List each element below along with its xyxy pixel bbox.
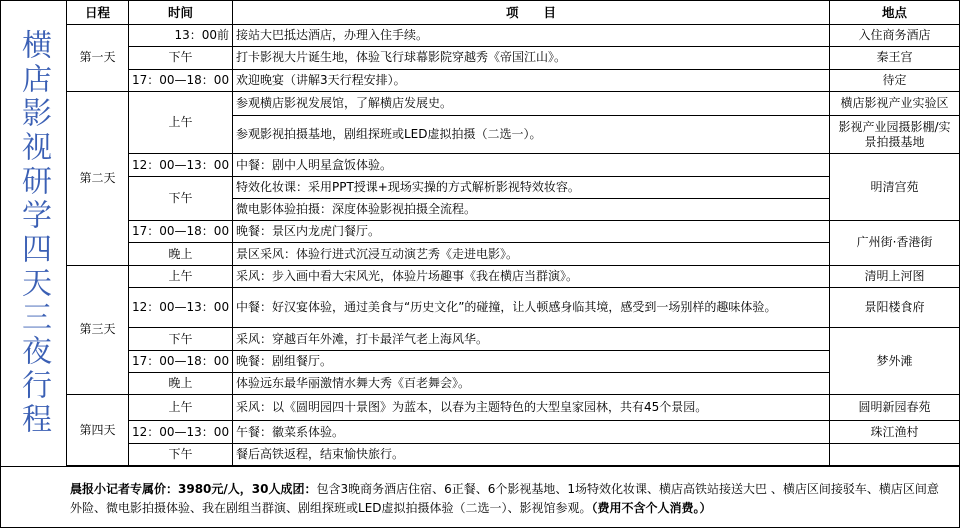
header-item: 项 目 bbox=[233, 1, 830, 25]
row-time: 12：00—13：00 bbox=[129, 421, 233, 443]
row-time: 17：00—18：00 bbox=[129, 350, 233, 372]
row-time: 下午 bbox=[129, 47, 233, 69]
row-time: 下午 bbox=[129, 176, 233, 221]
row-time: 下午 bbox=[129, 328, 233, 350]
header-place: 地点 bbox=[830, 1, 960, 25]
table-row bbox=[67, 372, 960, 394]
price-label: 晨报小记者专属价：3980元/人，30人成团： bbox=[70, 482, 317, 496]
row-item: 接站大巴抵达酒店，办理入住手续。 bbox=[233, 25, 830, 47]
itinerary-title-text: 横店影视研学四天三夜行程 bbox=[16, 29, 51, 437]
row-item: 体验远东最华丽激情水舞大秀《百老舞会》。 bbox=[233, 372, 830, 394]
row-place: 珠江渔村 bbox=[830, 421, 960, 443]
price-includes: 包含3晚商务酒店住宿、6正餐、6个影视基地、1场特效化妆课、横店高铁站接送大巴 、横店区间接驳车、横店区间意外险、微电影拍摄体验、我在剧组当群演、剧组探班或LED虚拟拍摄体验（二选一）、影视馆参观。 bbox=[70, 482, 939, 515]
table-row bbox=[67, 91, 960, 115]
row-item: 特效化妆课：采用PPT授课+现场实操的方式解析影视特效妆容。 bbox=[233, 176, 830, 198]
row-time: 下午 bbox=[129, 443, 233, 465]
row-item: 采风：以《圆明园四十景图》为蓝本，以春为主题特色的大型皇家园林，共有45个景园。 bbox=[233, 395, 830, 421]
table-row bbox=[67, 47, 960, 69]
row-time: 上午 bbox=[129, 265, 233, 287]
row-time: 17：00—18：00 bbox=[129, 221, 233, 243]
day-label: 第三天 bbox=[67, 265, 129, 394]
row-time: 上午 bbox=[129, 395, 233, 421]
table-header-row bbox=[67, 1, 960, 25]
row-item: 打卡影视大片诞生地，体验飞行球幕影院穿越秀《帝国江山》。 bbox=[233, 47, 830, 69]
schedule-table bbox=[66, 0, 960, 466]
table-row bbox=[67, 328, 960, 350]
row-place: 广州街·香港街 bbox=[830, 221, 960, 266]
row-place: 秦王宫 bbox=[830, 47, 960, 69]
row-time: 晚上 bbox=[129, 372, 233, 394]
row-time: 12：00—13：00 bbox=[129, 287, 233, 327]
row-place: 梦外滩 bbox=[830, 328, 960, 395]
table-row bbox=[67, 443, 960, 465]
table-row bbox=[67, 421, 960, 443]
row-place: 待定 bbox=[830, 69, 960, 91]
row-item: 午餐：徽菜系体验。 bbox=[233, 421, 830, 443]
row-item: 采风：穿越百年外滩，打卡最洋气老上海风华。 bbox=[233, 328, 830, 350]
row-item: 中餐：剧中人明星盒饭体验。 bbox=[233, 154, 830, 176]
row-item: 采风：步入画中看大宋风光，体验片场趣事《我在横店当群演》。 bbox=[233, 265, 830, 287]
row-item: 晚餐：景区内龙虎门餐厅。 bbox=[233, 221, 830, 243]
table-row bbox=[67, 395, 960, 421]
table-row bbox=[67, 243, 960, 265]
table-row bbox=[67, 265, 960, 287]
day-label: 第二天 bbox=[67, 91, 129, 265]
table-row bbox=[67, 176, 960, 198]
row-place: 圆明新园春苑 bbox=[830, 395, 960, 421]
row-item: 微电影体验拍摄：深度体验影视拍摄全流程。 bbox=[233, 198, 830, 220]
row-place: 影视产业园摄影棚/实景拍摄基地 bbox=[830, 116, 960, 154]
row-place: 景阳楼食府 bbox=[830, 287, 960, 327]
row-item: 餐后高铁返程，结束愉快旅行。 bbox=[233, 443, 830, 465]
table-row bbox=[67, 25, 960, 47]
row-place: 入住商务酒店 bbox=[830, 25, 960, 47]
itinerary-title bbox=[0, 0, 66, 466]
row-place: 清明上河图 bbox=[830, 265, 960, 287]
table-row bbox=[67, 221, 960, 243]
row-time: 晚上 bbox=[129, 243, 233, 265]
price-footer bbox=[66, 466, 951, 526]
row-time: 12：00—13：00 bbox=[129, 154, 233, 176]
row-item: 中餐：好汉宴体验，通过美食与“历史文化”的碰撞，让人顿感身临其境，感受到一场别样的趣味体验。 bbox=[233, 287, 830, 327]
table-row bbox=[67, 287, 960, 327]
table-row bbox=[67, 154, 960, 176]
row-time: 上午 bbox=[129, 91, 233, 154]
row-time: 13：00前 bbox=[129, 25, 233, 47]
row-place: 明清宫苑 bbox=[830, 154, 960, 221]
row-item: 参观横店影视发展馆，了解横店发展史。 bbox=[233, 91, 830, 115]
price-note: （费用不含个人消费。） bbox=[591, 501, 712, 515]
day-label: 第四天 bbox=[67, 395, 129, 466]
row-item: 参观影视拍摄基地，剧组探班或LED虚拟拍摄（二选一）。 bbox=[233, 116, 830, 154]
header-day: 日程 bbox=[67, 1, 129, 25]
row-place: 横店影视产业实验区 bbox=[830, 91, 960, 115]
row-place-empty bbox=[830, 443, 960, 465]
row-item: 欢迎晚宴（讲解3天行程安排）。 bbox=[233, 69, 830, 91]
table-row bbox=[67, 69, 960, 91]
row-item: 晚餐：剧组餐厅。 bbox=[233, 350, 830, 372]
header-time: 时间 bbox=[129, 1, 233, 25]
row-time: 17：00—18：00 bbox=[129, 69, 233, 91]
table-row bbox=[67, 350, 960, 372]
day-label: 第一天 bbox=[67, 25, 129, 92]
row-item: 景区采风：体验行进式沉浸互动演艺秀《走进电影》。 bbox=[233, 243, 830, 265]
